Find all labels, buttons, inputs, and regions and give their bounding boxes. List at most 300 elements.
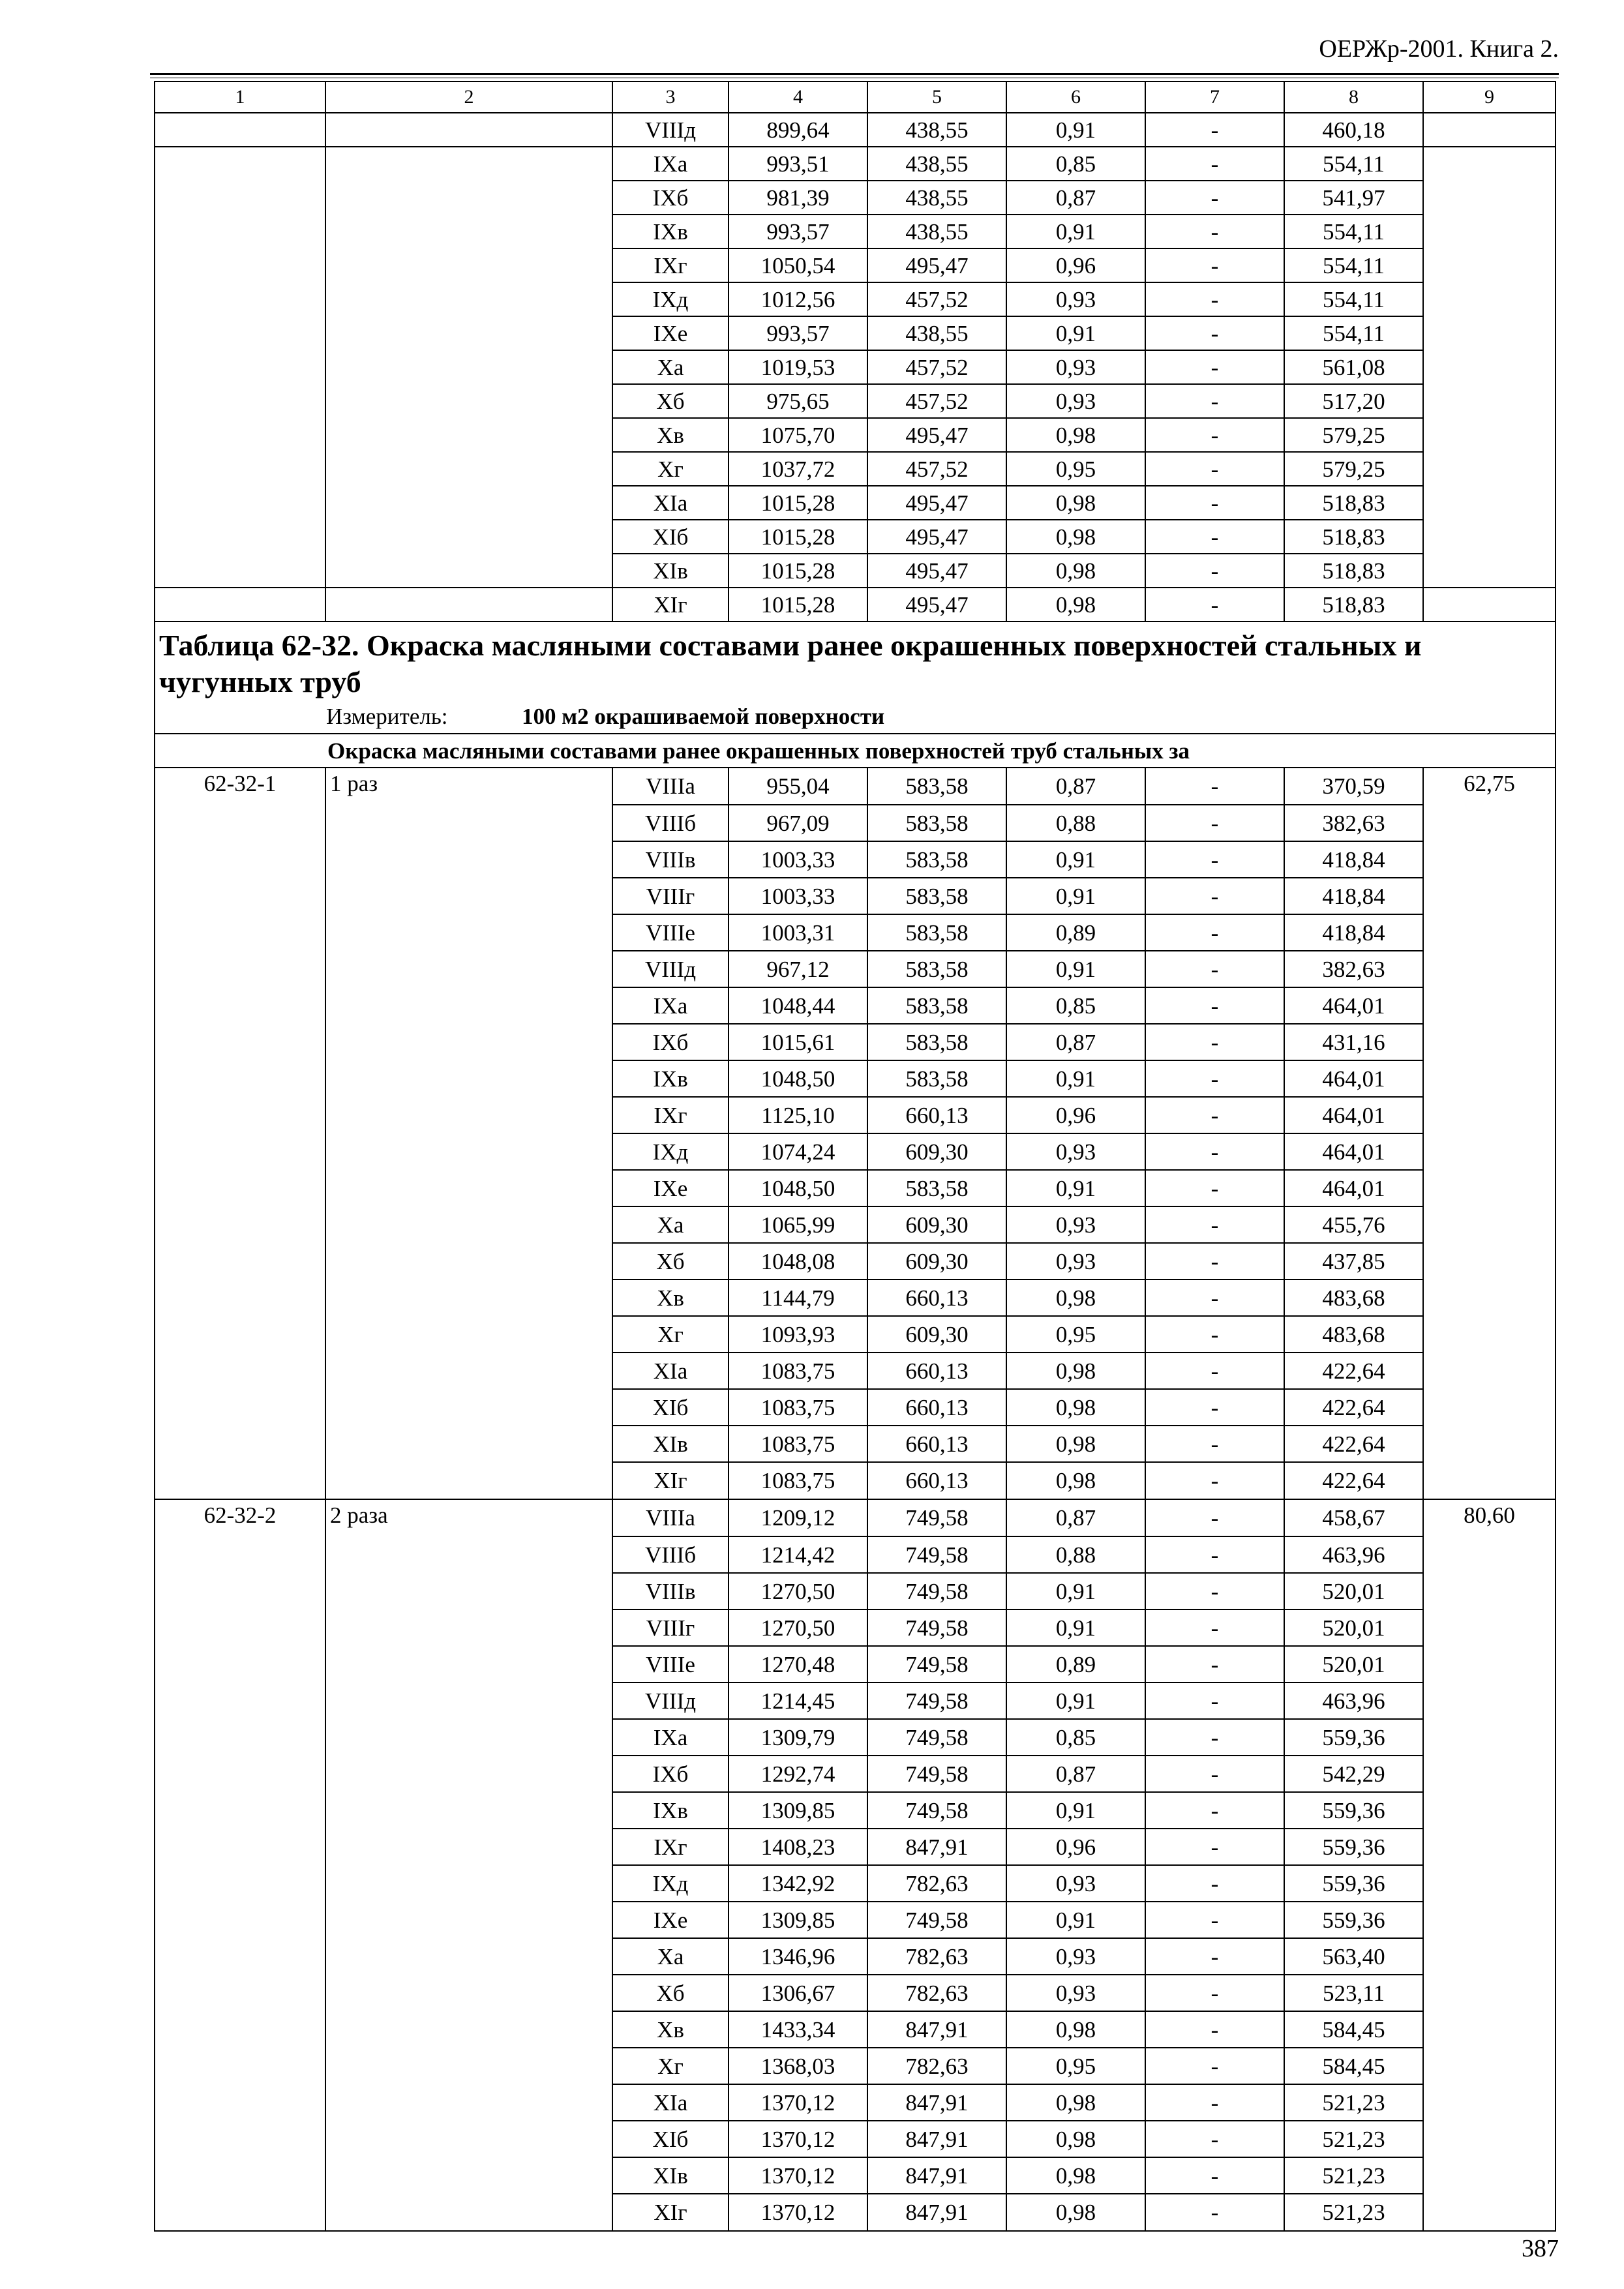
value-cell: 0,98: [1006, 554, 1145, 588]
name-cell-empty: [325, 282, 612, 316]
norm-name: [325, 1756, 612, 1792]
code-cell-empty: [155, 520, 325, 554]
value-cell: IXв: [612, 1792, 729, 1829]
norm-name: [325, 805, 612, 841]
value-cell: -: [1145, 805, 1284, 841]
value-cell: 1083,75: [729, 1389, 867, 1426]
value-cell: -: [1145, 1024, 1284, 1060]
value-cell: 955,04: [729, 768, 867, 805]
value-cell: 370,59: [1284, 768, 1423, 805]
value-cell: VIIIд: [612, 1683, 729, 1719]
table-row: [155, 113, 1556, 147]
value-cell: 0,93: [1006, 1206, 1145, 1243]
value-cell: 521,23: [1284, 2194, 1423, 2231]
code-cell-empty: [155, 282, 325, 316]
value-cell: 437,85: [1284, 1243, 1423, 1279]
value-cell: 457,52: [867, 282, 1006, 316]
value-cell: 495,47: [867, 554, 1006, 588]
total-cell-empty: [1423, 282, 1556, 316]
norm-name: [325, 1683, 612, 1719]
table-row: [155, 951, 1556, 987]
value-cell: 0,91: [1006, 951, 1145, 987]
value-cell: IXб: [612, 1024, 729, 1060]
value-cell: 975,65: [729, 384, 867, 418]
value-cell: 563,40: [1284, 1938, 1423, 1975]
value-cell: -: [1145, 1389, 1284, 1426]
value-cell: 0,98: [1006, 418, 1145, 452]
table-row: [155, 878, 1556, 914]
norm-code: [155, 1792, 325, 1829]
value-cell: 0,91: [1006, 841, 1145, 878]
norm-name: [325, 1206, 612, 1243]
value-cell: 1342,92: [729, 1865, 867, 1902]
value-cell: Xг: [612, 1316, 729, 1353]
value-cell: XIг: [612, 1462, 729, 1499]
table-row: [155, 1353, 1556, 1389]
value-cell: 541,97: [1284, 181, 1423, 215]
norm-code: [155, 1683, 325, 1719]
value-cell: 660,13: [867, 1279, 1006, 1316]
value-cell: -: [1145, 452, 1284, 486]
value-cell: 495,47: [867, 486, 1006, 520]
value-cell: 495,47: [867, 248, 1006, 282]
table-row: [155, 1683, 1556, 1719]
norm-code: [155, 1133, 325, 1170]
value-cell: 463,96: [1284, 1683, 1423, 1719]
norm-code: [155, 1609, 325, 1646]
norm-total: [1423, 1573, 1556, 1609]
value-cell: -: [1145, 248, 1284, 282]
table-row: [155, 1938, 1556, 1975]
norm-total: [1423, 1865, 1556, 1902]
header-title: ОЕРЖр-2001. Книга 2.: [1319, 35, 1559, 63]
value-cell: 609,30: [867, 1316, 1006, 1353]
value-cell: 517,20: [1284, 384, 1423, 418]
column-number: 4: [729, 82, 867, 113]
norm-total: [1423, 1316, 1556, 1353]
value-cell: 464,01: [1284, 1060, 1423, 1097]
measure-value: 100 м2 окрашиваемой поверхности: [522, 704, 885, 729]
column-number: 3: [612, 82, 729, 113]
value-cell: -: [1145, 841, 1284, 878]
value-cell: 0,91: [1006, 1573, 1145, 1609]
value-cell: 0,91: [1006, 1060, 1145, 1097]
table-row: [155, 554, 1556, 588]
table-row: [155, 2011, 1556, 2048]
norm-code: [155, 1462, 325, 1499]
norm-name: [325, 841, 612, 878]
norm-code: 62-32-2: [155, 1499, 325, 1536]
table-row: [155, 486, 1556, 520]
value-cell: IXе: [612, 1170, 729, 1206]
value-cell: 1083,75: [729, 1353, 867, 1389]
norm-total: [1423, 987, 1556, 1024]
value-cell: 847,91: [867, 2084, 1006, 2121]
norm-code: [155, 1756, 325, 1792]
value-cell: 1309,85: [729, 1792, 867, 1829]
value-cell: XIа: [612, 486, 729, 520]
norm-code: [155, 987, 325, 1024]
norm-name: [325, 1829, 612, 1865]
name-cell-empty: [325, 452, 612, 486]
value-cell: 1309,85: [729, 1902, 867, 1938]
value-cell: 749,58: [867, 1499, 1006, 1536]
table-row: [155, 1426, 1556, 1462]
name-cell-empty: [325, 384, 612, 418]
value-cell: XIа: [612, 1353, 729, 1389]
value-cell: 1368,03: [729, 2048, 867, 2084]
value-cell: -: [1145, 215, 1284, 248]
value-cell: 457,52: [867, 350, 1006, 384]
value-cell: -: [1145, 520, 1284, 554]
value-cell: 749,58: [867, 1719, 1006, 1756]
value-cell: -: [1145, 384, 1284, 418]
value-cell: XIв: [612, 2157, 729, 2194]
total-cell-empty: [1423, 113, 1556, 147]
value-cell: 559,36: [1284, 1792, 1423, 1829]
value-cell: 660,13: [867, 1426, 1006, 1462]
value-cell: 1048,50: [729, 1060, 867, 1097]
norm-name: [325, 1133, 612, 1170]
value-cell: 438,55: [867, 215, 1006, 248]
value-cell: -: [1145, 1462, 1284, 1499]
value-cell: -: [1145, 1646, 1284, 1683]
table-row: [155, 1756, 1556, 1792]
value-cell: XIг: [612, 588, 729, 621]
value-cell: -: [1145, 554, 1284, 588]
norm-code: [155, 1719, 325, 1756]
norm-code: [155, 2084, 325, 2121]
value-cell: 0,98: [1006, 1279, 1145, 1316]
total-cell-empty: [1423, 350, 1556, 384]
norm-code: [155, 1206, 325, 1243]
table-row: [155, 1865, 1556, 1902]
value-cell: 0,91: [1006, 316, 1145, 350]
norm-total: [1423, 1170, 1556, 1206]
norm-total: [1423, 2194, 1556, 2231]
value-cell: -: [1145, 1719, 1284, 1756]
value-cell: 1408,23: [729, 1829, 867, 1865]
value-cell: 0,98: [1006, 2011, 1145, 2048]
value-cell: 847,91: [867, 2121, 1006, 2157]
norm-total: [1423, 1938, 1556, 1975]
value-cell: 579,25: [1284, 452, 1423, 486]
value-cell: 0,89: [1006, 1646, 1145, 1683]
norm-name: [325, 1243, 612, 1279]
value-cell: 1370,12: [729, 2194, 867, 2231]
norm-code: [155, 2121, 325, 2157]
norm-name: [325, 951, 612, 987]
column-number: 8: [1284, 82, 1423, 113]
table-row: [155, 2194, 1556, 2231]
norm-name: [325, 878, 612, 914]
total-cell-empty: [1423, 147, 1556, 181]
table-row: [155, 418, 1556, 452]
value-cell: IXа: [612, 987, 729, 1024]
name-cell-empty: [325, 316, 612, 350]
norm-total: [1423, 914, 1556, 951]
table-row: [155, 1462, 1556, 1499]
norm-total: [1423, 1206, 1556, 1243]
value-cell: -: [1145, 418, 1284, 452]
value-cell: VIIIб: [612, 805, 729, 841]
table-row: [155, 1975, 1556, 2011]
value-cell: XIб: [612, 1389, 729, 1426]
value-cell: 0,96: [1006, 1097, 1145, 1133]
norm-name: [325, 2121, 612, 2157]
norm-total: [1423, 1536, 1556, 1573]
norm-name: [325, 1170, 612, 1206]
value-cell: 1003,33: [729, 841, 867, 878]
value-cell: VIIIа: [612, 1499, 729, 1536]
value-cell: 0,98: [1006, 2194, 1145, 2231]
value-cell: 1433,34: [729, 2011, 867, 2048]
value-cell: IXа: [612, 147, 729, 181]
norm-name: [325, 1353, 612, 1389]
norm-code: [155, 1573, 325, 1609]
table-row: [155, 384, 1556, 418]
value-cell: 438,55: [867, 147, 1006, 181]
value-cell: 1093,93: [729, 1316, 867, 1353]
value-cell: VIIIе: [612, 914, 729, 951]
table-row: [155, 316, 1556, 350]
value-cell: -: [1145, 1499, 1284, 1536]
value-cell: 0,93: [1006, 1133, 1145, 1170]
value-cell: 1019,53: [729, 350, 867, 384]
measure-line: [155, 700, 1555, 733]
norm-total: [1423, 1426, 1556, 1462]
value-cell: 1083,75: [729, 1462, 867, 1499]
value-cell: 749,58: [867, 1609, 1006, 1646]
norm-code: [155, 1060, 325, 1097]
value-cell: 559,36: [1284, 1902, 1423, 1938]
value-cell: 518,83: [1284, 554, 1423, 588]
value-cell: 993,57: [729, 316, 867, 350]
norm-total: [1423, 1133, 1556, 1170]
value-cell: -: [1145, 1792, 1284, 1829]
table-row: [155, 1243, 1556, 1279]
norm-code: [155, 2157, 325, 2194]
code-cell-empty: [155, 418, 325, 452]
value-cell: 1144,79: [729, 1279, 867, 1316]
value-cell: -: [1145, 1938, 1284, 1975]
code-cell-empty: [155, 113, 325, 147]
value-cell: -: [1145, 2194, 1284, 2231]
norm-name: [325, 1389, 612, 1426]
value-cell: 483,68: [1284, 1316, 1423, 1353]
value-cell: 521,23: [1284, 2121, 1423, 2157]
column-number: 9: [1423, 82, 1556, 113]
norm-code: [155, 878, 325, 914]
norm-total: [1423, 1902, 1556, 1938]
value-cell: XIв: [612, 1426, 729, 1462]
value-cell: 1015,28: [729, 520, 867, 554]
value-cell: 583,58: [867, 1060, 1006, 1097]
norm-code: [155, 841, 325, 878]
value-cell: 0,89: [1006, 914, 1145, 951]
value-cell: 0,91: [1006, 113, 1145, 147]
value-cell: VIIIе: [612, 1646, 729, 1683]
value-cell: 0,98: [1006, 2121, 1145, 2157]
column-number: 2: [325, 82, 612, 113]
value-cell: 579,25: [1284, 418, 1423, 452]
value-cell: VIIIг: [612, 878, 729, 914]
norm-total: 80,60: [1423, 1499, 1556, 1536]
norm-code: [155, 1097, 325, 1133]
norm-name: [325, 2157, 612, 2194]
norm-code: [155, 1646, 325, 1683]
value-cell: 0,93: [1006, 350, 1145, 384]
value-cell: 0,87: [1006, 181, 1145, 215]
value-cell: 457,52: [867, 384, 1006, 418]
total-cell-empty: [1423, 181, 1556, 215]
table-row: [155, 1573, 1556, 1609]
value-cell: 559,36: [1284, 1719, 1423, 1756]
table-row: [155, 520, 1556, 554]
table-title-block: [155, 621, 1556, 734]
table-row: [155, 1536, 1556, 1573]
value-cell: 1214,42: [729, 1536, 867, 1573]
value-cell: 583,58: [867, 951, 1006, 987]
value-cell: 0,91: [1006, 1170, 1145, 1206]
value-cell: VIIIб: [612, 1536, 729, 1573]
value-cell: 749,58: [867, 1792, 1006, 1829]
norm-name: [325, 914, 612, 951]
value-cell: -: [1145, 914, 1284, 951]
norm-code: [155, 1938, 325, 1975]
value-cell: 382,63: [1284, 805, 1423, 841]
value-cell: 520,01: [1284, 1609, 1423, 1646]
column-number-row: [155, 82, 1556, 113]
norm-name: [325, 1865, 612, 1902]
value-cell: 782,63: [867, 2048, 1006, 2084]
value-cell: 749,58: [867, 1683, 1006, 1719]
value-cell: 0,93: [1006, 384, 1145, 418]
table-body: [155, 82, 1556, 2231]
norms-table: [154, 81, 1556, 2232]
norm-total: [1423, 1719, 1556, 1756]
norm-code: [155, 805, 325, 841]
value-cell: VIIIг: [612, 1609, 729, 1646]
value-cell: 1048,44: [729, 987, 867, 1024]
code-cell-empty: [155, 588, 325, 621]
value-cell: 0,98: [1006, 2157, 1145, 2194]
value-cell: 1003,33: [729, 878, 867, 914]
value-cell: -: [1145, 1097, 1284, 1133]
norm-total: [1423, 1975, 1556, 2011]
table-row: [155, 2048, 1556, 2084]
table-row: [155, 147, 1556, 181]
value-cell: 981,39: [729, 181, 867, 215]
name-cell-empty: [325, 554, 612, 588]
value-cell: 1306,67: [729, 1975, 867, 2011]
value-cell: 584,45: [1284, 2011, 1423, 2048]
value-cell: -: [1145, 1756, 1284, 1792]
value-cell: 993,51: [729, 147, 867, 181]
value-cell: 554,11: [1284, 282, 1423, 316]
value-cell: -: [1145, 1206, 1284, 1243]
value-cell: -: [1145, 1829, 1284, 1865]
value-cell: VIIIв: [612, 1573, 729, 1609]
value-cell: -: [1145, 147, 1284, 181]
norm-name: [325, 1462, 612, 1499]
norm-code: [155, 1975, 325, 2011]
value-cell: -: [1145, 1170, 1284, 1206]
value-cell: 1370,12: [729, 2157, 867, 2194]
norm-code: [155, 1389, 325, 1426]
norm-total: [1423, 2011, 1556, 2048]
name-cell-empty: [325, 215, 612, 248]
value-cell: 1050,54: [729, 248, 867, 282]
value-cell: 0,93: [1006, 1865, 1145, 1902]
value-cell: 0,98: [1006, 520, 1145, 554]
value-cell: 520,01: [1284, 1573, 1423, 1609]
value-cell: 1012,56: [729, 282, 867, 316]
value-cell: -: [1145, 1426, 1284, 1462]
value-cell: -: [1145, 2121, 1284, 2157]
norm-total: [1423, 1353, 1556, 1389]
norm-name: [325, 1792, 612, 1829]
total-cell-empty: [1423, 248, 1556, 282]
value-cell: -: [1145, 1536, 1284, 1573]
norm-code: [155, 1902, 325, 1938]
table-row: [155, 350, 1556, 384]
value-cell: -: [1145, 316, 1284, 350]
value-cell: 1270,50: [729, 1573, 867, 1609]
norm-code: [155, 1426, 325, 1462]
table-row: [155, 1024, 1556, 1060]
value-cell: -: [1145, 1243, 1284, 1279]
value-cell: 847,91: [867, 1829, 1006, 1865]
norm-name: [325, 1536, 612, 1573]
value-cell: VIIIд: [612, 113, 729, 147]
value-cell: VIIIв: [612, 841, 729, 878]
norm-code: [155, 1829, 325, 1865]
total-cell-empty: [1423, 418, 1556, 452]
value-cell: 554,11: [1284, 248, 1423, 282]
value-cell: 0,95: [1006, 2048, 1145, 2084]
value-cell: -: [1145, 282, 1284, 316]
value-cell: IXв: [612, 215, 729, 248]
value-cell: 0,98: [1006, 1426, 1145, 1462]
norm-code: [155, 1243, 325, 1279]
subheading-row: [155, 734, 1556, 768]
norm-total: [1423, 1829, 1556, 1865]
value-cell: 0,85: [1006, 987, 1145, 1024]
norm-code: [155, 1316, 325, 1353]
total-cell-empty: [1423, 588, 1556, 621]
norm-name: [325, 1719, 612, 1756]
value-cell: 464,01: [1284, 1170, 1423, 1206]
norm-name: [325, 2011, 612, 2048]
value-cell: 418,84: [1284, 841, 1423, 878]
value-cell: 609,30: [867, 1206, 1006, 1243]
value-cell: 0,88: [1006, 805, 1145, 841]
table-row: [155, 768, 1556, 805]
table-row: [155, 1389, 1556, 1426]
name-cell-empty: [325, 418, 612, 452]
norm-name: [325, 1646, 612, 1683]
value-cell: Xб: [612, 1975, 729, 2011]
value-cell: -: [1145, 768, 1284, 805]
table-title-row: [155, 621, 1556, 734]
column-number: 5: [867, 82, 1006, 113]
code-cell-empty: [155, 452, 325, 486]
value-cell: 1075,70: [729, 418, 867, 452]
value-cell: -: [1145, 987, 1284, 1024]
name-cell-empty: [325, 181, 612, 215]
value-cell: -: [1145, 1133, 1284, 1170]
